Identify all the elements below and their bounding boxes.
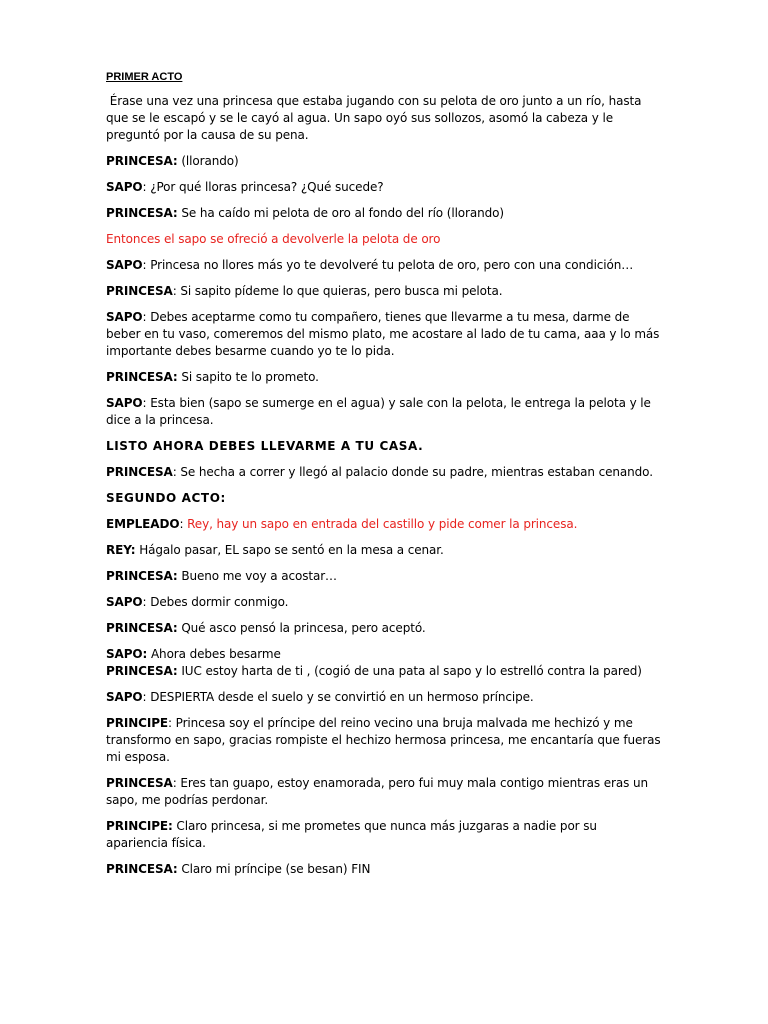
speaker-name: PRINCIPE bbox=[106, 716, 169, 730]
dialogue-text: Qué asco pensó la princesa, pero aceptó. bbox=[177, 621, 426, 635]
dialogue-line bbox=[106, 689, 662, 706]
speaker-name: PRINCESA: bbox=[106, 370, 178, 384]
speaker-name: PRINCESA bbox=[106, 465, 173, 479]
dialogue-line bbox=[106, 179, 662, 196]
dialogue-text: : Esta bien (sapo se sumerge en el agua) y sale con la pelota, le entrega la pelota y le dice a la princesa. bbox=[106, 396, 651, 427]
dialogue-line bbox=[106, 283, 662, 300]
speaker-name: SAPO bbox=[106, 258, 143, 272]
dialogue-text: Se ha caído mi pelota de oro al fondo del río (llorando) bbox=[177, 206, 504, 220]
dialogue-line bbox=[106, 153, 662, 170]
dialogue-line bbox=[106, 594, 662, 611]
dialogue-text: Rey, hay un sapo en entrada del castillo y pide comer la princesa. bbox=[187, 517, 578, 531]
speaker-name: SAPO bbox=[106, 690, 143, 704]
intro-paragraph: Érase una vez una princesa que estaba jugando con su pelota de oro junto a un río, hasta que se le escapó y se le cayó al agua. Un sapo oyó sus sollozos, asomó la cabeza y le preguntó por la causa de su pena. bbox=[106, 94, 642, 142]
dialogue-line bbox=[106, 568, 662, 585]
dialogue-text: : Princesa soy el príncipe del reino vecino una bruja malvada me hechizó y me transformo en sapo, gracias rompiste el hechizo hermosa princesa, me encantaría que fueras mi esposa. bbox=[106, 716, 661, 764]
dialogue-text: IUC estoy harta de ti , (cogió de una pata al sapo y lo estrelló contra la pared) bbox=[177, 664, 642, 678]
separator: : bbox=[179, 517, 188, 531]
dialogue-line bbox=[106, 542, 662, 559]
speaker-name: PRINCESA bbox=[106, 284, 173, 298]
dialogue-text: Claro mi príncipe (se besan) FIN bbox=[177, 862, 371, 876]
dialogue-text: : Debes dormir conmigo. bbox=[142, 595, 289, 609]
dialogue-text: : Princesa no llores más yo te devolveré tu pelota de oro, pero con una condición… bbox=[142, 258, 634, 272]
dialogue-text: (llorando) bbox=[177, 154, 239, 168]
speaker-name: EMPLEADO bbox=[106, 517, 180, 531]
dialogue-line bbox=[106, 715, 662, 766]
dialogue-text: Claro princesa, si me prometes que nunca más juzgaras a nadie por su apariencia física. bbox=[106, 819, 597, 850]
dialogue-line bbox=[106, 257, 662, 274]
dialogue-text: Si sapito te lo prometo. bbox=[177, 370, 319, 384]
speaker-name: PRINCESA: bbox=[106, 206, 178, 220]
dialogue-line bbox=[106, 861, 662, 878]
speaker-name: PRINCESA: bbox=[106, 154, 178, 168]
dialogue-text: : Debes aceptarme como tu compañero, tienes que llevarme a tu mesa, darme de beber en tu vaso, comeremos del mismo plato, me acostare al lado de tu cama, aaa y lo más importante debes besarme cuando yo te lo pida. bbox=[106, 310, 660, 358]
dialogue-line bbox=[106, 818, 662, 852]
act-one-heading: PRIMER ACTO bbox=[106, 71, 183, 83]
speaker-name: SAPO: bbox=[106, 647, 148, 661]
act-two-dialogue bbox=[106, 516, 662, 878]
speaker-name: SAPO bbox=[106, 595, 143, 609]
dialogue-text: : ¿Por qué lloras princesa? ¿Qué sucede? bbox=[142, 180, 384, 194]
dialogue-line bbox=[106, 369, 662, 386]
speaker-name: PRINCESA: bbox=[106, 664, 178, 678]
speaker-name: SAPO bbox=[106, 310, 143, 324]
act-two-heading: SEGUNDO ACTO: bbox=[106, 491, 226, 505]
dialogue-text: : Se hecha a correr y llegó al palacio donde su padre, mientras estaban cenando. bbox=[172, 465, 653, 479]
speaker-name: PRINCESA: bbox=[106, 862, 178, 876]
dialogue-line bbox=[106, 646, 662, 663]
speaker-name: REY: bbox=[106, 543, 136, 557]
dialogue-text: : Eres tan guapo, estoy enamorada, pero fui muy mala contigo mientras eras un sapo, me podrías perdonar. bbox=[106, 776, 648, 807]
dialogue-line bbox=[106, 620, 662, 637]
dialogue-text: Bueno me voy a acostar… bbox=[177, 569, 337, 583]
speaker-name: SAPO bbox=[106, 180, 143, 194]
dialogue-line bbox=[106, 309, 662, 360]
speaker-name: PRINCIPE: bbox=[106, 819, 173, 833]
dialogue-text: : Si sapito pídeme lo que quieras, pero busca mi pelota. bbox=[172, 284, 503, 298]
stage-direction bbox=[106, 231, 662, 248]
dialogue-line bbox=[106, 395, 662, 429]
speaker-name: PRINCESA bbox=[106, 776, 173, 790]
dialogue-line bbox=[106, 464, 662, 481]
dialogue-text: Hágalo pasar, EL sapo se sentó en la mesa a cenar. bbox=[135, 543, 444, 557]
emphasis-line bbox=[106, 438, 662, 455]
dialogue-line bbox=[106, 775, 662, 809]
speaker-name: PRINCESA: bbox=[106, 569, 178, 583]
speaker-name: PRINCESA: bbox=[106, 621, 178, 635]
dialogue-line bbox=[106, 205, 662, 222]
dialogue-line bbox=[106, 516, 662, 533]
dialogue-text: : DESPIERTA desde el suelo y se convirtió en un hermoso príncipe. bbox=[142, 690, 534, 704]
act-one-dialogue bbox=[106, 153, 662, 481]
emphasis-text: LISTO AHORA DEBES LLEVARME A TU CASA. bbox=[106, 439, 424, 453]
speaker-name: SAPO bbox=[106, 396, 143, 410]
dialogue-text: Ahora debes besarme bbox=[147, 647, 281, 661]
dialogue-line bbox=[106, 663, 662, 680]
document-page bbox=[106, 70, 662, 887]
narration-text: Entonces el sapo se ofreció a devolverle la pelota de oro bbox=[106, 232, 441, 246]
